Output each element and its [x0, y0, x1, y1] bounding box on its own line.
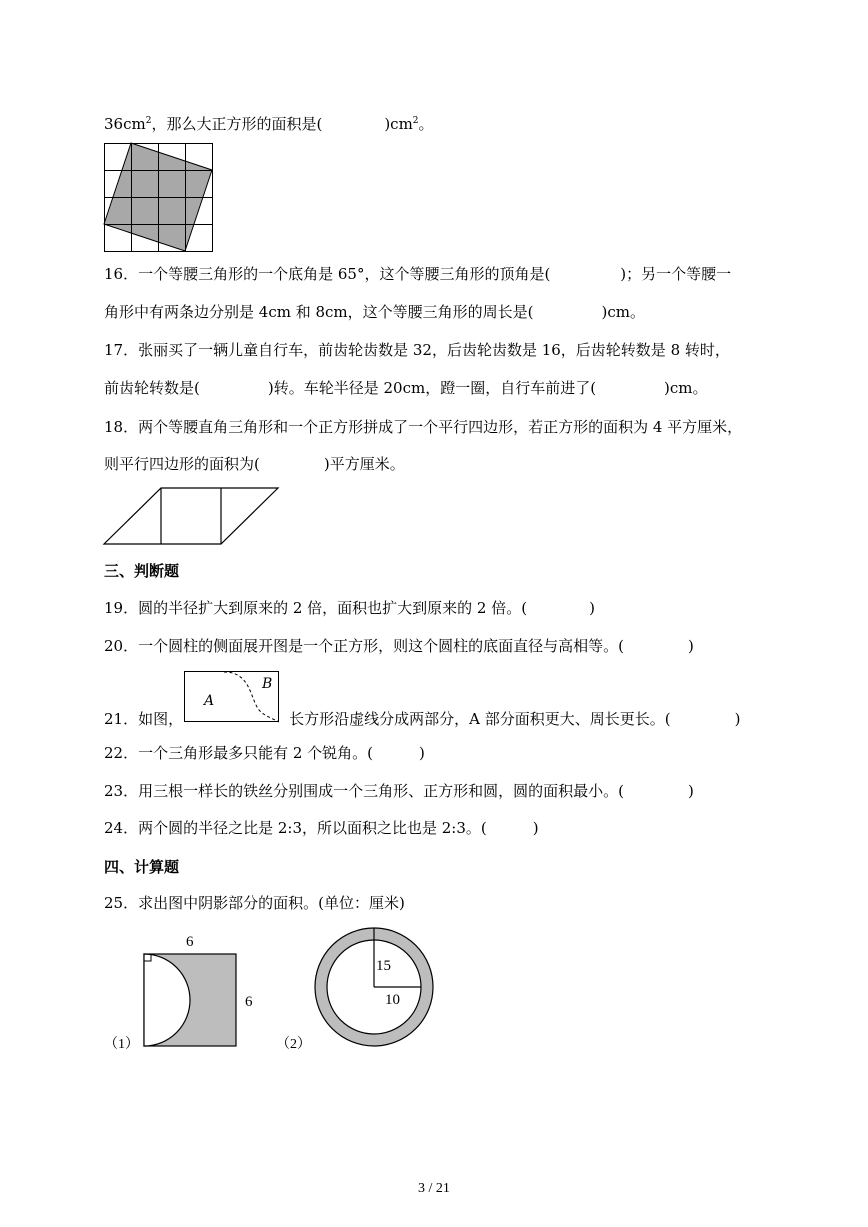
- q21-close: ): [734, 710, 741, 728]
- q25-line: [104, 893, 405, 913]
- page-number: 3 / 21: [418, 1181, 450, 1196]
- q20-line: [104, 636, 694, 656]
- q17-text-2c: )cm。: [664, 379, 708, 397]
- q17-line-1: [104, 340, 730, 360]
- q18-line-1: [104, 417, 742, 437]
- q17-line-2: [104, 378, 708, 398]
- q15-text-a: 36cm: [104, 115, 146, 133]
- q16-line-2: [104, 302, 645, 322]
- q25-fig1-label: （1）: [104, 1037, 139, 1052]
- q25-text: 25．求出图中阴影部分的面积。(单位：厘米): [104, 894, 405, 912]
- q15-text-d: 。: [418, 115, 434, 133]
- q15-grid-figure: [104, 143, 214, 253]
- q15-sup-2: 2: [412, 116, 419, 126]
- q16-text-2a: 角形中有两条边分别是 4cm 和 8cm，这个等腰三角形的周长是(: [104, 303, 534, 321]
- q15-sup-1: 2: [145, 116, 152, 126]
- q25-fig2-label: （2）: [276, 1037, 311, 1052]
- section-3-heading: 三、判断题: [104, 562, 180, 580]
- section-4-heading: 四、计算题: [104, 858, 180, 876]
- q23-line: [104, 781, 694, 801]
- q18-line-2: [104, 454, 405, 474]
- q15-text-c: )cm: [384, 115, 413, 133]
- q25-figure-2: [276, 924, 446, 1054]
- q25-figure-1: [104, 928, 274, 1058]
- q19-line: [104, 598, 595, 618]
- q15-line: [104, 114, 434, 134]
- q18-parallelogram-figure: [104, 487, 280, 545]
- q18-text-1: 18．两个等腰直角三角形和一个正方形拼成了一个平行四边形，若正方形的面积为 4 平方厘米，: [104, 418, 743, 436]
- q25-fig2-outer-label: 10: [385, 992, 400, 1008]
- q25-fig1-top-label: 6: [186, 934, 194, 950]
- q25-fig1-right-label: 6: [245, 994, 253, 1010]
- q24-close: ): [532, 819, 539, 837]
- q20-close: ): [687, 637, 694, 655]
- q19-close: ): [589, 599, 595, 617]
- q17-text-2b: )转。车轮半径是 20cm，蹬一圈，自行车前进了(: [267, 379, 597, 397]
- q19-text: 19．圆的半径扩大到原来的 2 倍，面积也扩大到原来的 2 倍。(: [104, 599, 528, 617]
- q15-grid-lines: [104, 143, 213, 252]
- q16-text-2b: )cm。: [601, 303, 645, 321]
- q18-text-2b: )平方厘米。: [323, 455, 405, 473]
- q17-text-1: 17．张丽买了一辆儿童自行车，前齿轮齿数是 32，后齿轮齿数是 16，后齿轮转数是 8 转时，: [104, 341, 730, 359]
- q20-text: 20．一个圆柱的侧面展开图是一个正方形，则这个圆柱的底面直径与高相等。(: [104, 637, 624, 655]
- q15-text-b: ，那么大正方形的面积是(: [151, 115, 323, 133]
- q16-line-1: [104, 264, 731, 284]
- q16-text-1a: 16．一个等腰三角形的一个底角是 65°，这个等腰三角形的顶角是(: [104, 265, 551, 283]
- q22-line: [104, 743, 425, 763]
- q25-fig2-inner-label: 15: [376, 958, 391, 974]
- q21-line: [104, 709, 740, 729]
- q22-text: 22．一个三角形最多只能有 2 个锐角。(: [104, 744, 374, 762]
- q21-label-a: A: [204, 693, 215, 709]
- q24-line: [104, 818, 539, 838]
- q16-text-1b: )；另一个等腰一: [620, 265, 732, 283]
- q24-text: 24．两个圆的半径之比是 2:3，所以面积之比也是 2:3。(: [104, 819, 487, 837]
- q21-suffix: 长方形沿虚线分成两部分，A 部分面积更大、周长更长。(: [289, 710, 671, 728]
- q22-close: ): [419, 744, 425, 762]
- q23-close: ): [687, 782, 694, 800]
- q17-text-2a: 前齿轮转数是(: [104, 379, 200, 397]
- q18-text-2a: 则平行四边形的面积为(: [104, 455, 260, 473]
- q21-prefix: 21．如图，: [104, 710, 184, 728]
- q21-label-b: B: [262, 676, 273, 692]
- q23-text: 23．用三根一样长的铁丝分别围成一个三角形、正方形和圆，圆的面积最小。(: [104, 782, 624, 800]
